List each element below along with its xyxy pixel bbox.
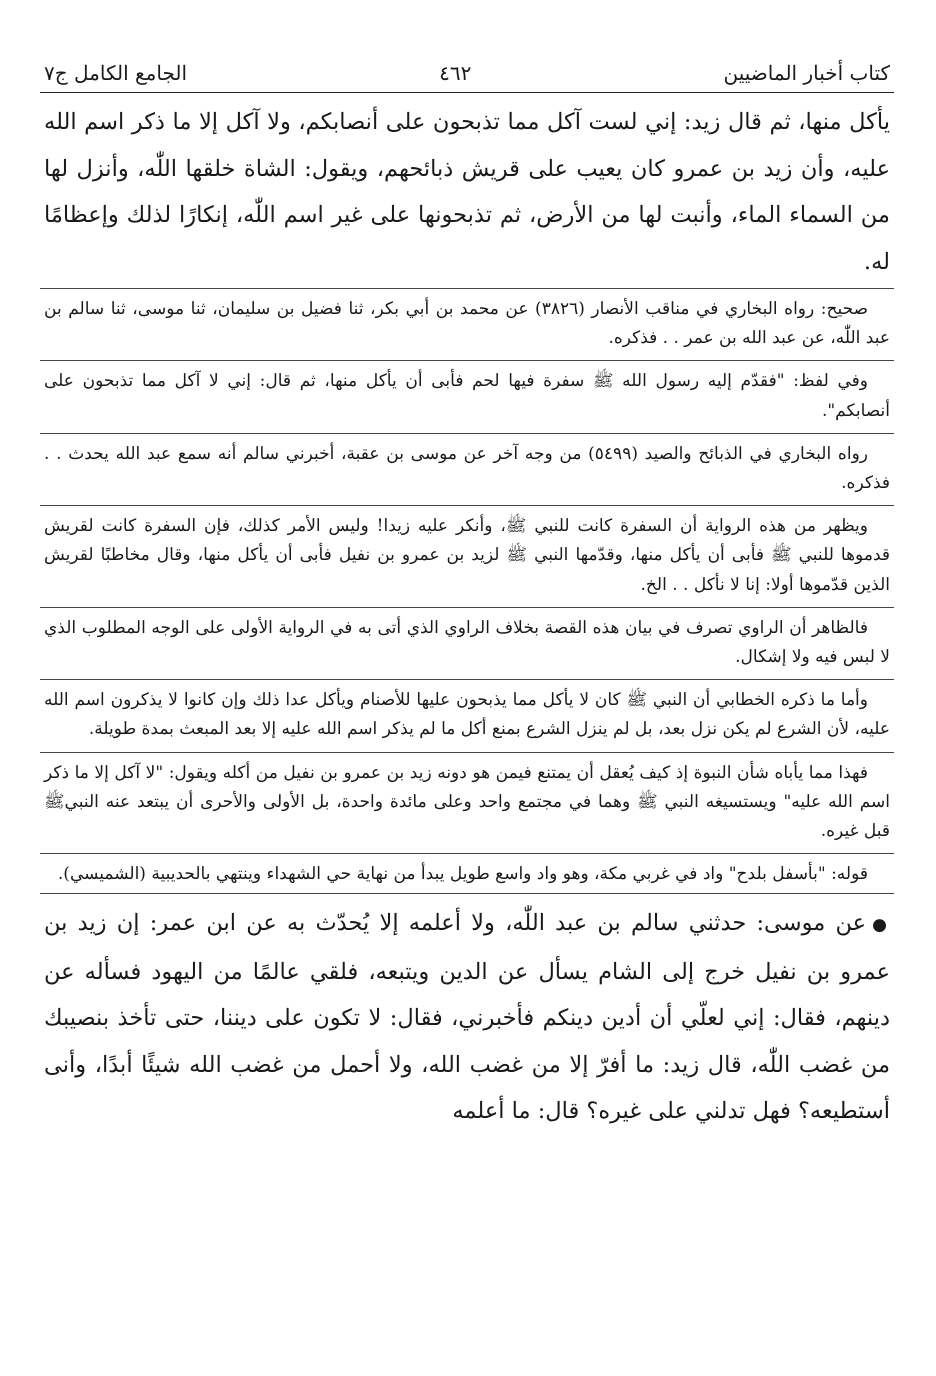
note-block-1 [40, 288, 894, 357]
note-block-6 [40, 679, 894, 748]
note-block-4 [40, 505, 894, 604]
book-title: كتاب أخبار الماضيين [723, 61, 890, 85]
main-paragraph-1: يأكل منها، ثم قال زيد: إني لست آكل مما تذبحون على أنصابكم، ولا آكل إلا ما ذكر اسم الله عليه، وأن زيد بن عمرو كان يعيب على قريش ذبائحهم، ويقول: الشاة خلقها اللّٰه، وأنزل لها من السماء الماء، وأنبت لها من الأرض، ثم تذبحونها على غير اسم اللّٰه، إنكارًا لذلك وإعظامًا له. [44, 109, 890, 275]
alternate-wording-note: وفي لفظ: "فقدّم إليه رسول الله ﷺ سفرة فيها لحم فأبى أن يأكل منها، ثم قال: إني لا آكل مما تذبحون على أنصابكم". [44, 371, 890, 421]
book-page [40, 60, 894, 1135]
main-block-2 [40, 893, 894, 1135]
baldah-explanation: قوله: "بأسفل بلدح" واد في غربي مكة، وهو واد واسع طويل يبدأ من نهاية حي الشهداء وينتهي بالحديبية (الشميسي). [57, 864, 868, 885]
note-block-3 [40, 433, 894, 502]
note-block-8 [40, 853, 894, 893]
page-header [40, 60, 894, 93]
sufra-commentary: ويظهر من هذه الرواية أن السفرة كانت للنبي ﷺ، وأنكر عليه زيدا! وليس الأمر كذلك، فإن السفرة كانت لقريش قدموها للنبي ﷺ فأبى أن يأكل منها، وقدّمها النبي ﷺ لزيد بن عمرو بن نفيل فأبى أن يأكل منها، وقال مخاطبًا لقريش الذين قدّموها أولا: إنا لا نأكل . . الخ. [44, 516, 890, 595]
main-paragraph-2 [40, 900, 894, 1135]
note-block-5 [40, 607, 894, 676]
bukhari-dhabaih-note: رواه البخاري في الذبائح والصيد (٥٤٩٩) من وجه آخر عن موسى بن عقبة، أخبرني سالم أنه سمع عبد الله يحدث . . فذكره. [44, 443, 890, 494]
prophethood-commentary: فهذا مما يأباه شأن النبوة إذ كيف يُعقل أن يمتنع فيمن هو دونه زيد بن عمرو بن نفيل من أكله ويقول: "لا آكل إلا ما ذكر اسم الله عليه" ويستسيغه النبي ﷺ وهما في مجتمع واحد وعلى مائدة واحدة، بل الأولى والأحرى أن يبتعد عنه النبيﷺ قبل غيره. [44, 762, 890, 842]
khattabi-commentary: وأما ما ذكره الخطابي أن النبي ﷺ كان لا يأكل مما يذبحون عليها للأصنام ويأكل عدا ذلك وإن كانوا لا يذكرون اسم الله عليه، لأن الشرع لم يكن نزل بعد، بل لم ينزل الشرع بمنع أكل ما لم يذكر اسم الله عليه إلا بعد المبعث بمدة طويلة. [44, 690, 890, 740]
page-number: ٤٦٢ [439, 61, 472, 85]
note-block-2 [40, 360, 894, 429]
takhrij-note: صحيح: رواه البخاري في مناقب الأنصار (٣٨٢٦) عن محمد بن أبي بكر، ثنا فضيل بن سليمان، ثنا موسى، ثنا سالم بن عبد اللّٰه، عن عبد الله بن عمر . . فذكره. [44, 299, 890, 349]
bullet-icon: ● [872, 915, 890, 936]
hadith-text: عن موسى: حدثني سالم بن عبد اللّٰه، ولا أعلمه إلا يُحدّث به عن ابن عمر: إن زيد بن عمرو بن نفيل خرج إلى الشام يسأل عن الدين ويتبعه، فلقي عالمًا من اليهود فسأله عن دينهم، فقال: إني لعلّي أن أدين دينكم فأخبرني، فقال: لا تكون على ديننا، حتى تأخذ بنصيبك من غضب اللّٰه، قال زيد: ما أفرّ إلا من غضب الله، ولا أحمل من غضب الله شيئًا أبدًا، وأنى أستطيعه؟ فهل تدلني على غيره؟ قال: ما أعلمه [44, 910, 890, 1125]
note-block-7 [40, 752, 894, 851]
volume-title: الجامع الكامل ج٧ [44, 61, 188, 85]
narrator-commentary: فالظاهر أن الراوي تصرف في بيان هذه القصة بخلاف الراوي الذي أتى به في الرواية الأولى على الوجه المطلوب الذي لا لبس فيه ولا إشكال. [44, 617, 890, 668]
